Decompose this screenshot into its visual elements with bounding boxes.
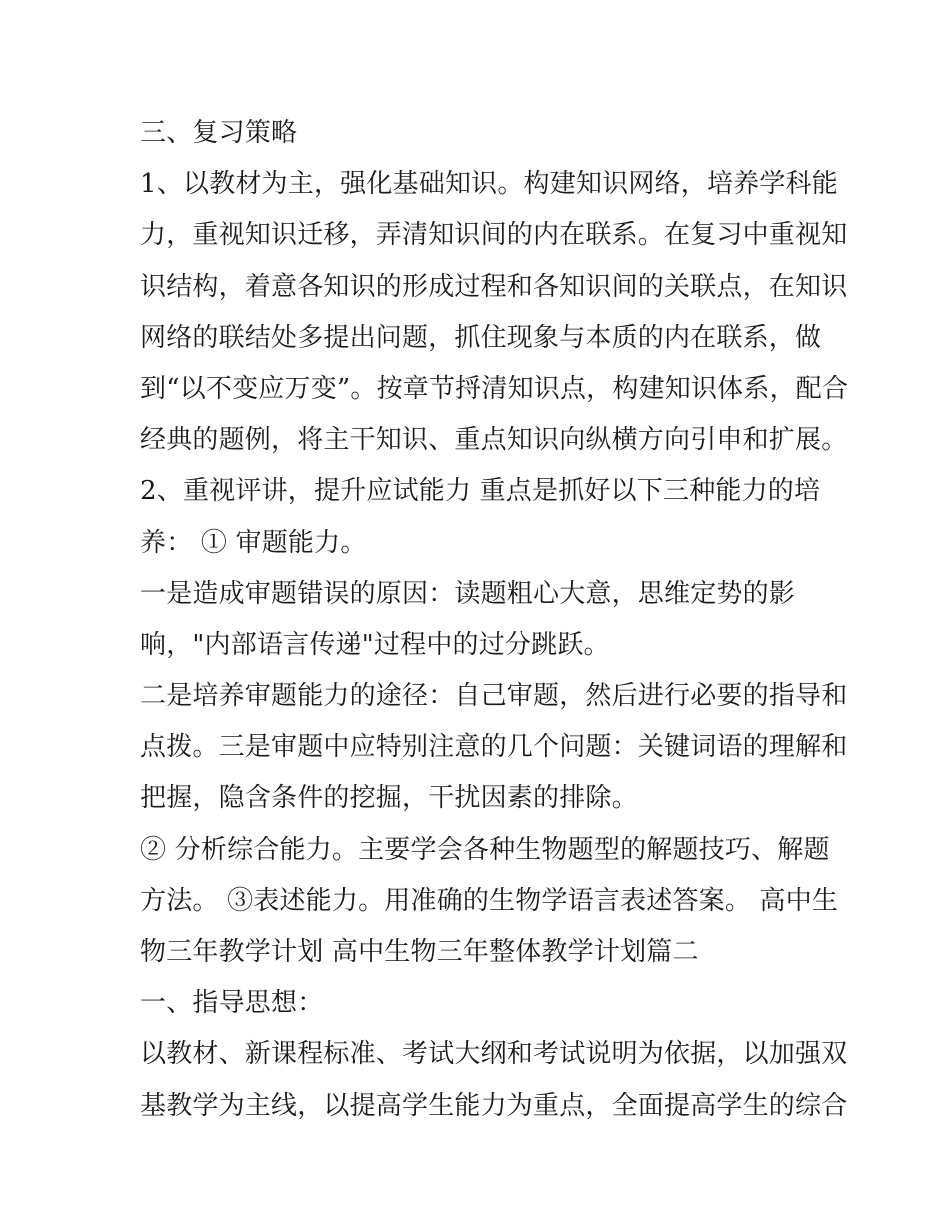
text-line: 网络的联结处多提出问题，抓住现象与本质的内在联系，做 xyxy=(140,322,822,353)
section-heading-review-strategy: 三、复习策略 xyxy=(140,118,298,148)
text-line: 到“以不变应万变”。按章节捋清知识点，构建知识体系，配合 xyxy=(140,373,849,404)
text-line: 点拨。三是审题中应特别注意的几个问题：关键词语的理解和 xyxy=(140,732,848,763)
text-line: 基教学为主线，以提高学生能力为重点，全面提高学生的综合 xyxy=(140,1090,848,1121)
text-line: 把握，隐含条件的挖掘，干扰因素的排除。 xyxy=(140,783,638,814)
section-heading-guiding-ideology: 一、指导思想： xyxy=(140,988,324,1019)
text-line: 一是造成审题错误的原因：读题粗心大意，思维定势的影 xyxy=(140,578,796,609)
text-line: 二是培养审题能力的途径：自己审题，然后进行必要的指导和 xyxy=(140,681,848,712)
text-line: 物三年教学计划 高中生物三年整体教学计划篇二 xyxy=(140,937,699,967)
text-line: 养： ① 审题能力。 xyxy=(140,527,367,558)
text-line: 2、重视评讲，提升应试能力 重点是抓好以下三种能力的培 xyxy=(140,476,821,507)
text-line: 响，"内部语言传递"过程中的过分跳跃。 xyxy=(140,629,610,660)
text-line: 经典的题例，将主干知识、重点知识向纵横方向引申和扩展。 xyxy=(140,425,848,456)
text-line: 力，重视知识迁移，弄清知识间的内在联系。在复习中重视知 xyxy=(140,220,848,251)
text-line: 1、以教材为主，强化基础知识。构建知识网络，培养学科能 xyxy=(140,169,838,200)
text-line: 以教材、新课程标准、考试大纲和考试说明为依据，以加强双 xyxy=(140,1039,848,1070)
text-line: 方法。 ③表述能力。用准确的生物学语言表述答案。 高中生 xyxy=(140,885,839,916)
text-line: 识结构，着意各知识的形成过程和各知识间的关联点，在知识 xyxy=(140,271,848,302)
document-body xyxy=(140,108,849,1132)
text-line: ② 分析综合能力。主要学会各种生物题型的解题技巧、解题 xyxy=(140,834,830,865)
